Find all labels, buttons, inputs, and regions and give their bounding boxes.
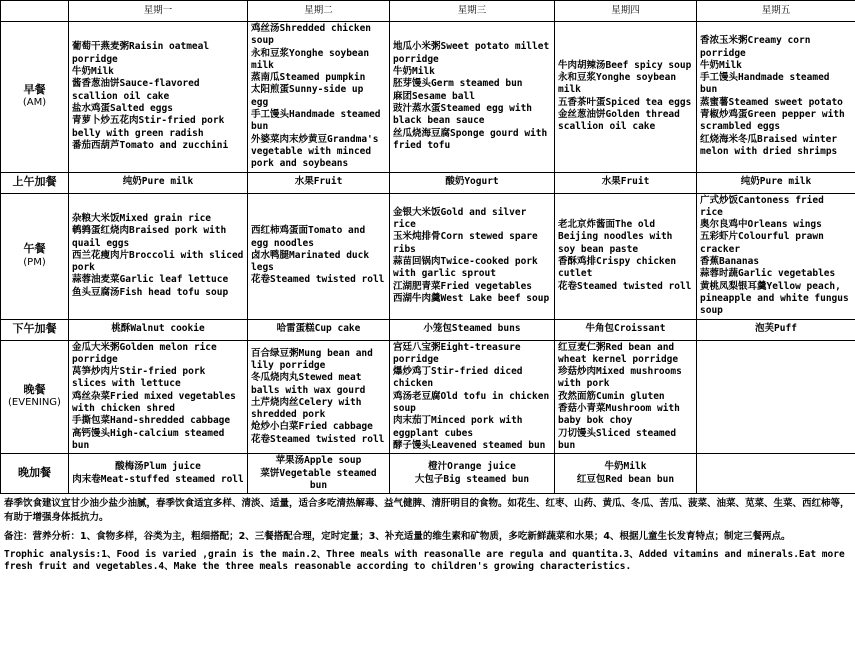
dish-item: 牛奶Milk (604, 461, 647, 473)
dish-item: 老北京炸酱面The old Beijing noodles with soy bean paste (558, 219, 673, 255)
meal-name: 晚加餐 (18, 466, 51, 479)
menu-cell (248, 22, 390, 173)
dish-item: 酱香葱油饼Sauce-flavored scallion oil cake (72, 78, 200, 102)
menu-cell: 酸奶Yogurt (390, 172, 555, 193)
day-header: 星期四 (555, 1, 697, 22)
dish-item: 鸡丝杂菜Fried mixed vegetables with chicken shred (72, 390, 236, 415)
dish-item: 青椒炒鸡蛋Green pepper with scrambled eggs (700, 109, 845, 133)
meal-label (1, 454, 69, 494)
menu-body (1, 22, 855, 494)
meal-time: (AM) (22, 97, 47, 109)
dish-item: 蒸蜜薯Steamed sweet potato (700, 96, 843, 108)
meal-label (1, 22, 69, 173)
dish-item: 宫廷八宝粥Eight-treasure porridge (393, 341, 521, 365)
menu-cell: 桃酥Walnut cookie (69, 319, 248, 340)
dish-item: 鱼头豆腐汤Fish head tofu soup (72, 286, 229, 298)
menu-row (1, 172, 855, 193)
menu-cell (697, 22, 855, 173)
dish-item: 冬瓜烧肉丸Stewed meat balls with wax gourd (251, 372, 366, 396)
dish-item: 永和豆浆Yonghe soybean milk (251, 47, 370, 71)
dish-item: 红豆包Red bean bun (576, 473, 675, 485)
dish-item: 番茄西葫芦Tomato and zucchini (72, 139, 229, 151)
dish-item: 花卷Steamed twisted roll (251, 433, 385, 445)
nutrition-notes-cn: 备注：营养分析：1、食物多样，谷类为主，粗细搭配；2、三餐搭配合理，定时定量；3、补充适量的维生素和矿物质，多吃新鲜蔬菜和水果；4、根据儿童生长发育特点；制定三餐两点。 (4, 531, 791, 543)
meal-time: (PM) (23, 256, 46, 268)
day-header-row (1, 1, 855, 22)
menu-cell: 水果Fruit (248, 172, 390, 193)
menu-cell: 哈雷蛋糕Cup cake (248, 319, 390, 340)
menu-cell (69, 193, 248, 319)
dish-item: 酵子馒头Leavened steamed bun (393, 439, 546, 451)
dish-item: 丝瓜烧海豆腐Sponge gourd with fried tofu (393, 127, 548, 151)
meal-name: 早餐 (23, 82, 46, 96)
spring-advice: 春季饮食建议宜甘少油少盐少油腻，春季饮食适宜多样、清淡、适量，适合多吃清热解毒、益气健脾、清肝明目的食物。如花生、红枣、山药、黄瓜、冬瓜、苦瓜、菠菜、油菜、苋菜、生菜、西红柿等，有助于增强身体抵抗力。 (4, 498, 850, 524)
menu-cell (697, 340, 855, 454)
meal-label (1, 172, 69, 193)
day-header: 星期三 (390, 1, 555, 22)
menu-cell (69, 340, 248, 454)
dish-item: 菜饼Vegetable steamed bun (260, 467, 377, 491)
dish-item: 莴笋炒肉片Stir-fried pork slices with lettuce (72, 366, 206, 390)
day-header: 星期一 (69, 1, 248, 22)
menu-row (1, 340, 855, 454)
menu-cell: 纯奶Pure milk (69, 172, 248, 193)
dish-item: 牛肉胡辣汤Beef spicy soup (558, 59, 692, 71)
day-header: 星期二 (248, 1, 390, 22)
dish-item: 广式炒饭Cantoness fried rice (700, 194, 824, 218)
menu-cell (555, 340, 697, 454)
dish-item: 西红柿鸡蛋面Tomato and egg noodles (251, 225, 366, 249)
dish-item: 手工馒头Handmade steamed bun (700, 72, 830, 96)
dish-item: 红烧海米冬瓜Braised winter melon with dried shrimps (700, 133, 838, 157)
dish-item: 牛奶Milk (393, 66, 435, 78)
dish-item: 太阳煎蛋Sunny-side up egg (251, 84, 364, 108)
dish-item: 金银大米饭Gold and silver rice (393, 206, 527, 231)
dish-item: 麻团Sesame ball (393, 90, 475, 102)
menu-cell: 泡芙Puff (697, 319, 855, 340)
menu-cell (555, 193, 697, 319)
dish-item: 牛奶Milk (72, 66, 114, 78)
menu-cell (248, 340, 390, 454)
menu-cell: 牛角包Croissant (555, 319, 697, 340)
dish-item: 肉末卷Meat-stuffed steamed roll (72, 473, 244, 485)
menu-cell (390, 22, 555, 173)
dish-item: 黄桃凤梨银耳羹Yellow peach, pineapple and white fungus soup (700, 280, 849, 317)
menu-cell (697, 193, 855, 319)
dish-item: 花卷Steamed twisted roll (251, 274, 385, 286)
meal-time: (EVENING) (8, 397, 61, 409)
dish-item: 肉末茄丁Minced pork with eggplant cubes (393, 415, 523, 439)
menu-row (1, 193, 855, 319)
meal-name: 下午加餐 (12, 321, 57, 335)
meal-label (1, 340, 69, 454)
menu-cell (555, 454, 697, 494)
dish-item: 手工馒头Handmade steamed bun (251, 109, 381, 133)
dish-item: 花卷Steamed twisted roll (558, 280, 692, 292)
dish-item: 香酥鸡排Crispy chicken cutlet (558, 256, 677, 280)
menu-cell (697, 454, 855, 494)
dish-item: 刀切馒头Sliced steamed bun (558, 427, 677, 451)
dish-item: 胚芽馒头Germ steamed bun (393, 78, 523, 90)
dish-item: 五彩虾片Colourful prawn cracker (700, 231, 824, 255)
dish-item: 卤水鸭腿Marinated duck legs (251, 249, 370, 274)
dish-item: 蒜蓉时蔬Garlic vegetables (700, 268, 836, 280)
dish-item: 炝炒小白菜Fried cabbage (251, 421, 373, 433)
dish-item: 香菇小青菜Mushroom with baby bok choy (558, 403, 680, 427)
dish-item: 牛奶Milk (700, 59, 742, 71)
dish-item: 豉汁蒸水蛋Steamed egg with black bean sauce (393, 102, 533, 127)
menu-row (1, 22, 855, 173)
menu-cell: 小笼包Steamed buns (390, 319, 555, 340)
dish-item: 鸡丝汤Shredded chicken soup (251, 23, 372, 47)
menu-cell (390, 193, 555, 319)
nutrition-notes-en: Trophic analysis:1、Food is varied ,grain is the main.2、Three meals with reasonalle are regula and quantita.3、Added vitamins and minerals.Eat more fresh fruit and vegetables.4、Make the three meals reasonable according to children's growing characteristics. (4, 549, 845, 573)
dish-item: 鸡汤老豆腐Old tofu in chicken soup (393, 390, 550, 415)
menu-cell (248, 193, 390, 319)
dish-item: 大包子Big steamed bun (414, 473, 530, 485)
dish-item: 土芹烧肉丝Celery with shredded pork (251, 396, 362, 421)
corner-cell (1, 1, 69, 22)
dish-item: 蒜苗回锅肉Twice-cooked pork with garlic sprout (393, 256, 538, 280)
dish-item: 西湖牛肉羹West Lake beef soup (393, 292, 550, 304)
meal-name: 晚餐 (23, 383, 46, 397)
dish-item: 江湖肥青菜Fried vegetables (393, 280, 533, 292)
dish-item: 香浓玉米粥Creamy corn porridge (700, 35, 811, 59)
menu-cell (555, 22, 697, 173)
menu-cell (69, 22, 248, 173)
dish-item: 外婆菜肉末炒黄豆Grandma's vegetable with minced pork and soybeans (251, 133, 379, 170)
dish-item: 手撕包菜Hand-shredded cabbage (72, 415, 231, 427)
day-header: 星期五 (697, 1, 855, 22)
dish-item: 杂粮大米饭Mixed grain rice (72, 213, 212, 224)
menu-cell: 纯奶Pure milk (697, 172, 855, 193)
menu-row (1, 319, 855, 340)
dish-item: 青萝卜炒五花肉Stir-fried pork belly with green radish (72, 115, 225, 139)
meal-name: 午餐 (23, 242, 46, 256)
dish-item: 香蕉Bananas (700, 256, 760, 268)
dish-item: 奥尔良鸡中Orleans wings (700, 219, 822, 231)
dish-item: 高钙馒头High-calcium steamed bun (72, 427, 225, 451)
dish-item: 酸梅汤Plum juice (115, 461, 201, 473)
dish-item: 金丝葱油饼Golden thread scallion oil cake (558, 109, 680, 133)
dish-item: 蒜蓉油麦菜Garlic leaf lettuce (72, 274, 229, 286)
dish-item: 爆炒鸡丁Stir-fried diced chicken (393, 366, 523, 390)
notes-section (0, 494, 855, 576)
menu-cell (69, 454, 248, 494)
dish-item: 五香茶叶蛋Spiced tea eggs (558, 96, 692, 108)
dish-item: 葡萄干燕麦粥Raisin oatmeal porridge (72, 41, 210, 65)
meal-label (1, 319, 69, 340)
dish-item: 西兰花瘦肉片Broccoli with sliced pork (72, 249, 244, 274)
dish-item: 红豆麦仁粥Red bean and wheat kernel porridge (558, 341, 679, 365)
dish-item: 珍菇炒肉Mixed mushrooms with pork (558, 366, 682, 390)
menu-cell (248, 454, 390, 494)
dish-item: 苹果汤Apple soup (275, 455, 362, 467)
dish-item: 金瓜大米粥Golden melon rice porridge (72, 341, 217, 365)
dish-item: 百合绿豆粥Mung bean and lily porridge (251, 347, 373, 371)
dish-item: 橙汁Orange juice (428, 461, 516, 473)
menu-cell (390, 340, 555, 454)
dish-item: 地瓜小米粥Sweet potato millet porridge (393, 41, 550, 65)
menu-cell: 水果Fruit (555, 172, 697, 193)
dish-item: 永和豆浆Yonghe soybean milk (558, 72, 677, 96)
meal-name: 上午加餐 (12, 174, 57, 188)
dish-item: 鹌鹑蛋红烧肉Braised pork with quail eggs (72, 225, 227, 249)
meal-label (1, 193, 69, 319)
dish-item: 蒸南瓜Steamed pumpkin (251, 72, 366, 84)
menu-cell (390, 454, 555, 494)
dish-item: 盐水鸡蛋Salted eggs (72, 102, 173, 114)
dish-item: 玉米炖排骨Corn stewed spare ribs (393, 231, 538, 255)
menu-row (1, 454, 855, 494)
dish-item: 孜然面筋Cumin gluten (558, 390, 665, 402)
